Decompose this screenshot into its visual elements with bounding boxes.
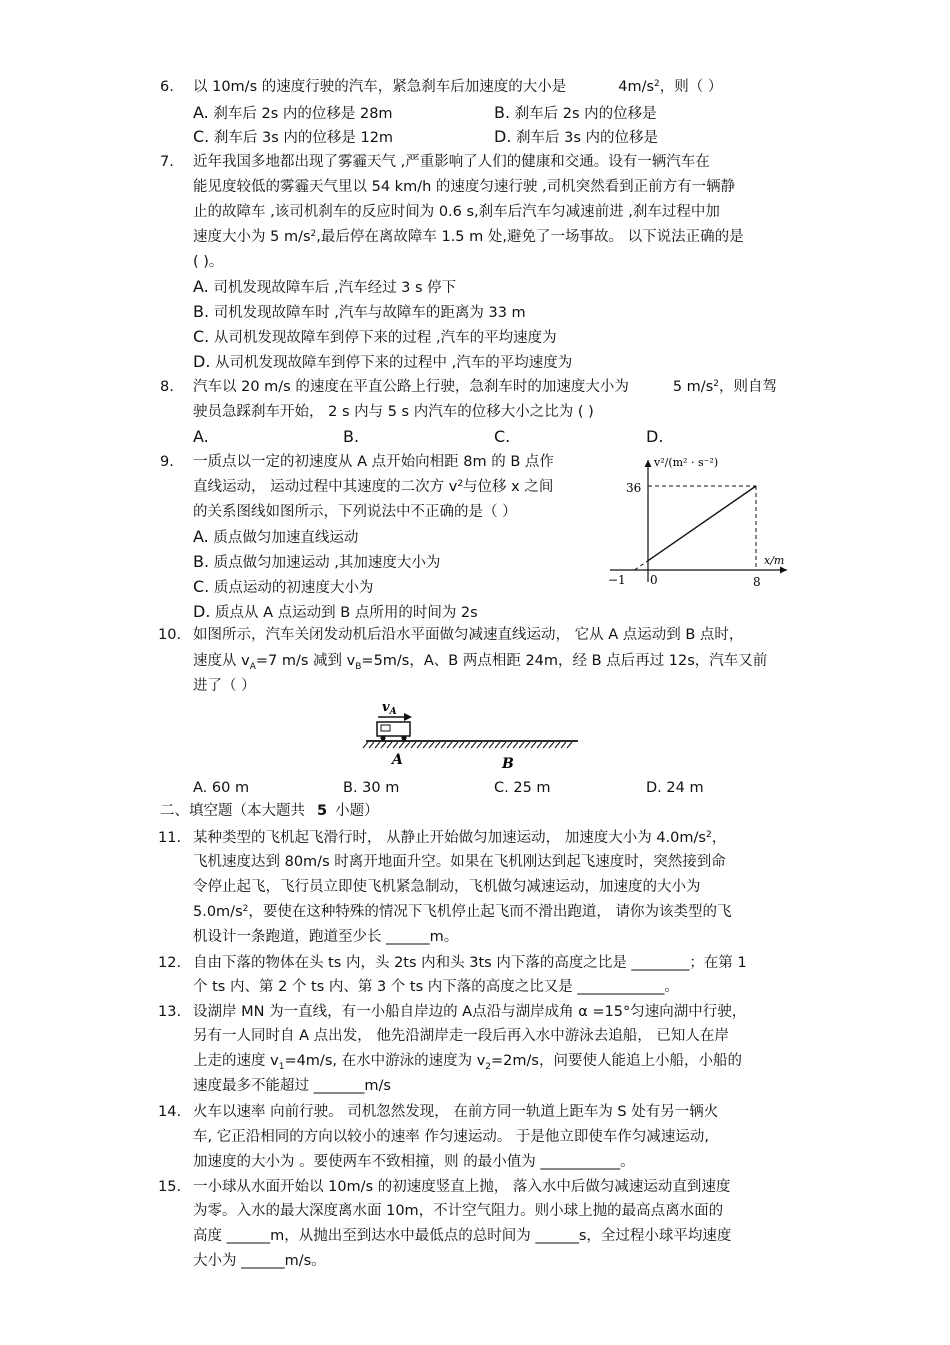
q15-number: 15. xyxy=(158,1179,182,1195)
q13-line2: 另有一人同时自 A 点出发， 他先沿湖岸走一段后再入水中游泳去追船， 已知人在岸 xyxy=(193,1028,729,1044)
q14-line2: 车, 它正沿相同的方向以较小的速率 作匀速运动。 于是他立即使车作匀减速运动, xyxy=(193,1129,710,1145)
q11-line1 xyxy=(193,828,726,848)
q7-option-a[interactable] xyxy=(193,277,456,298)
q7-option-b-text: 司机发现故障车时 ,汽车与故障车的距离为 33 m xyxy=(213,305,526,321)
q13-line3 xyxy=(193,1051,742,1077)
q9-v2-x-graph xyxy=(604,452,790,592)
q8-line1-a: 汽车以 20 m/s 的速度在平直公路上行驶，急刹车时的加速度大小为 xyxy=(193,379,629,395)
y-axis-label: v²/(m² · s⁻²) xyxy=(654,456,719,469)
q7-option-d-letter: D. xyxy=(193,352,211,371)
q9-line2-a: 直线运动， 运动过程中其速度的二次方 v xyxy=(193,479,458,495)
q13-line3-b: =4m/s, 在水中游泳的速度为 v xyxy=(284,1053,486,1069)
q9-option-a[interactable] xyxy=(193,527,358,548)
q10-option-a[interactable]: A. 60 m xyxy=(193,780,250,796)
q10-line2 xyxy=(193,651,767,677)
q8-line2: 驶员急踩刹车开始， 2 s 内与 5 s 内汽车的位移大小之比为 ( ) xyxy=(193,404,594,420)
q6-option-d-letter: D. xyxy=(494,127,512,146)
q15-line4: 大小为 ______m/s。 xyxy=(193,1253,326,1269)
x-tick-0: 0 xyxy=(650,573,658,587)
q9-sup: 2 xyxy=(457,479,464,489)
q7-option-b[interactable] xyxy=(193,302,526,323)
q13-sub-1: 1 xyxy=(278,1061,285,1072)
extrapolation-dash xyxy=(635,561,649,570)
hatch-mark xyxy=(489,742,494,748)
q8-option-d[interactable] xyxy=(646,427,663,448)
q10-line2-c: =5m/s，A、B 两点相距 24m，经 B 点后再过 12s，汽车又前 xyxy=(361,653,768,669)
hatch-mark xyxy=(387,742,392,748)
q8-option-c-letter: C. xyxy=(494,427,511,446)
hatch-mark xyxy=(543,742,548,748)
q9-line3: 的关系图线如图所示，下列说法中不正确的是（ ） xyxy=(193,504,517,520)
q9-option-c-text: 质点运动的初速度大小为 xyxy=(213,580,374,596)
q7-sup: 2 xyxy=(310,229,317,239)
q7-line3: 止的故障车 ,该司机刹车的反应时间为 0.6 s,刹车后汽车匀减速前进 ,刹车过程中加 xyxy=(193,204,720,220)
hatch-mark xyxy=(537,742,542,748)
hatch-mark xyxy=(471,742,476,748)
q6-option-b-text: 刹车后 2s 内的位移是 xyxy=(514,106,657,122)
q13-line1: 设湖岸 MN 为一直线，有一小船自岸边的 A点沿与湖岸成角 α =15°匀速向湖中行驶， xyxy=(193,1004,747,1020)
y-tick-36: 36 xyxy=(626,481,642,495)
q7-number: 7. xyxy=(160,154,174,170)
q11-line2: 飞机速度达到 80m/s 时离开地面升空。如果在飞机刚达到起飞速度时，突然接到命 xyxy=(193,854,726,870)
q7-line4 xyxy=(193,227,744,247)
x-axis-label: x/m xyxy=(764,554,785,567)
q10-line2-b: =7 m/s 减到 v xyxy=(255,653,356,669)
q7-option-a-text: 司机发现故障车后 ,汽车经过 3 s 停下 xyxy=(213,280,457,296)
q8-option-d-letter: D. xyxy=(646,427,664,446)
q11-line4-a: 5.0m/s xyxy=(193,904,243,920)
q7-line2: 能见度较低的雾霾天气里以 54 km/h 的速度匀速行驶 ,司机突然看到正前方有一辆静 xyxy=(193,179,736,195)
point-a-label: A xyxy=(392,752,403,768)
q12-line1: 自由下落的物体在头 ts 内，头 2ts 内和头 3ts 内下落的高度之比是 ________；在第 1 xyxy=(193,955,747,971)
hatch-mark xyxy=(519,742,524,748)
point-b-label: B xyxy=(502,756,514,772)
q8-sup: 2 xyxy=(713,379,719,389)
hatch-mark xyxy=(513,742,518,748)
q14-number: 14. xyxy=(158,1104,182,1120)
q9-option-c-letter: C. xyxy=(193,577,210,596)
hatch-mark xyxy=(531,742,536,748)
q6-option-c[interactable] xyxy=(193,127,393,148)
q7-option-c-letter: C. xyxy=(193,327,210,346)
q7-line4-b: ,最后停在离故障车 1.5 m 处,避免了一场事故。 以下说法正确的是 xyxy=(316,229,744,245)
q6-option-a[interactable] xyxy=(193,103,393,124)
hatch-mark xyxy=(411,742,416,748)
q11-line4-b: ，要使在这种特殊的情况下飞机停止起飞而不滑出跑道， 请你为该类型的飞 xyxy=(248,904,732,920)
hatch-mark xyxy=(417,742,422,748)
q7-line1: 近年我国多地都出现了雾霾天气 ,严重影响了人们的健康和交通。设有一辆汽车在 xyxy=(193,154,710,170)
hatch-mark xyxy=(477,742,482,748)
hatch-mark xyxy=(381,742,386,748)
q15-line3: 高度 ______m，从抛出至到达水中最低点的总时间为 ______s，全过程小球平均速度 xyxy=(193,1228,732,1244)
hatch-mark xyxy=(459,742,464,748)
q9-option-a-letter: A. xyxy=(193,527,209,546)
q9-option-c[interactable] xyxy=(193,577,373,598)
hatch-mark xyxy=(369,742,374,748)
q15-line2: 为零。入水的最大深度离水面 10m，不计空气阻力。则小球上抛的最高点离水面的 xyxy=(193,1203,724,1219)
q11-line1-b: ， xyxy=(711,830,727,846)
hatch-mark xyxy=(501,742,506,748)
q6-option-b-letter: B. xyxy=(494,103,511,122)
q10-sub-a: A xyxy=(249,661,256,672)
q12-number: 12. xyxy=(158,955,182,971)
q6-stem-b: 4m/s xyxy=(618,79,655,95)
hatch-mark xyxy=(441,742,446,748)
q6-stem-c: ，则（ ） xyxy=(659,79,723,95)
q6-option-a-letter: A. xyxy=(193,103,209,122)
q10-sub-b: B xyxy=(355,661,362,672)
q9-option-d-letter: D. xyxy=(193,602,211,621)
q14-line3: 加速度的大小为 。要使两车不致相撞，则 的最小值为 ___________。 xyxy=(193,1154,635,1170)
q6-stem xyxy=(193,77,722,97)
q11-sup-a: 2 xyxy=(705,830,712,840)
q9-option-d-text: 质点从 A 点运动到 B 点所用的时间为 2s xyxy=(215,605,478,621)
q7-option-d-text: 从司机发现故障车到停下来的过程中 ,汽车的平均速度为 xyxy=(215,355,573,371)
v2-x-line xyxy=(648,486,756,561)
hatch-mark xyxy=(435,742,440,748)
q11-line1-a: 某种类型的飞机起飞滑行时， 从静止开始做匀加速运动， 加速度大小为 4.0m/s xyxy=(193,830,706,846)
q9-option-a-text: 质点做匀加速直线运动 xyxy=(213,530,359,546)
q6-sup: 2 xyxy=(654,79,660,89)
q9-option-b-text: 质点做匀加速运动 ,其加速度大小为 xyxy=(213,555,441,571)
q7-option-b-letter: B. xyxy=(193,302,210,321)
q9-line2-b: 与位移 x 之间 xyxy=(463,479,554,495)
q9-number: 9. xyxy=(160,454,174,470)
hatch-mark xyxy=(453,742,458,748)
q11-line4 xyxy=(193,902,731,922)
q8-option-b-letter: B. xyxy=(343,427,360,446)
car-icon xyxy=(377,722,410,741)
hatch-mark xyxy=(399,742,404,748)
hatch-mark xyxy=(567,742,572,748)
q9-line2 xyxy=(193,477,553,497)
hatch-mark xyxy=(405,742,410,748)
q10-car-figure xyxy=(360,695,580,775)
q11-line5: 机设计一条跑道，跑道至少长 ______m。 xyxy=(193,929,459,945)
q14-line1: 火车以速率 向前行驶。 司机忽然发现， 在前方同一轨道上距车为 S 处有另一辆火 xyxy=(193,1104,719,1120)
ground-hatch xyxy=(363,742,572,748)
q6-stem-a: 以 10m/s 的速度行驶的汽车，紧急刹车后加速度的大小是 xyxy=(193,79,567,95)
q10-number: 10. xyxy=(158,627,182,643)
hatch-mark xyxy=(447,742,452,748)
hatch-mark xyxy=(375,742,380,748)
q7-option-c-text: 从司机发现故障车到停下来的过程 ,汽车的平均速度为 xyxy=(213,330,557,346)
q13-line3-a: 上走的速度 v xyxy=(193,1053,279,1069)
q6-option-b[interactable] xyxy=(494,103,657,124)
q9-option-b-letter: B. xyxy=(193,552,210,571)
q6-option-d-text: 刹车后 3s 内的位移是 xyxy=(516,130,659,146)
q10-line3: 进了（ ） xyxy=(193,678,256,694)
velocity-label: $v_A$ xyxy=(382,700,397,717)
q7-option-d[interactable] xyxy=(193,352,572,373)
q6-number: 6. xyxy=(160,79,174,95)
q10-line1: 如图所示，汽车关闭发动机后沿水平面做匀减速直线运动， 它从 A 点运动到 B 点时， xyxy=(193,627,744,643)
hatch-mark xyxy=(393,742,398,748)
q8-number: 8. xyxy=(160,379,174,395)
q11-sup-b: 2 xyxy=(242,904,249,914)
hatch-mark xyxy=(549,742,554,748)
q9-option-d[interactable] xyxy=(193,602,478,623)
q8-option-a[interactable] xyxy=(193,427,209,448)
q7-line4-a: 速度大小为 5 m/s xyxy=(193,229,311,245)
q10-line2-a: 速度从 v xyxy=(193,653,250,669)
q8-option-a-letter: A. xyxy=(193,427,209,446)
hatch-mark xyxy=(525,742,530,748)
q11-number: 11. xyxy=(158,830,182,846)
x-tick-8: 8 xyxy=(753,575,761,589)
x-tick-neg1: −1 xyxy=(608,573,626,587)
q9-line1: 一质点以一定的初速度从 A 点开始向相距 8m 的 B 点作 xyxy=(193,454,554,470)
hatch-mark xyxy=(423,742,428,748)
hatch-mark xyxy=(555,742,560,748)
velocity-arrowhead-icon xyxy=(404,713,412,721)
q8-line1 xyxy=(193,377,777,397)
q10-option-c[interactable]: C. 25 m xyxy=(494,780,551,796)
hatch-mark xyxy=(429,742,434,748)
q13-sub-2: 2 xyxy=(485,1061,492,1072)
q12-line2: 个 ts 内、第 2 个 ts 内、第 3 个 ts 内下落的高度之比又是 ____________。 xyxy=(193,979,679,995)
q6-option-c-letter: C. xyxy=(193,127,210,146)
hatch-mark xyxy=(507,742,512,748)
hatch-mark xyxy=(561,742,566,748)
q13-number: 13. xyxy=(158,1004,182,1020)
q8-line1-c: ，则自驾 xyxy=(718,379,777,395)
hatch-mark xyxy=(363,742,368,748)
q7-option-a-letter: A. xyxy=(193,277,209,296)
q13-line4: 速度最多不能超过 _______m/s xyxy=(193,1078,391,1094)
q11-line3: 令停止起飞，飞行员立即使飞机紧急制动，飞机做匀减速运动，加速度的大小为 xyxy=(193,879,701,895)
q9-option-b[interactable] xyxy=(193,552,440,573)
hatch-mark xyxy=(483,742,488,748)
hatch-mark xyxy=(465,742,470,748)
q7-line5: ( )。 xyxy=(193,254,224,270)
section2-title-b: 小题） xyxy=(335,803,379,819)
q8-option-c[interactable] xyxy=(494,427,510,448)
q13-line3-c: =2m/s，问要使人能追上小船，小船的 xyxy=(491,1053,742,1069)
q6-option-a-text: 刹车后 2s 内的位移是 28m xyxy=(213,106,393,122)
section2-title xyxy=(160,801,379,821)
q8-option-b[interactable] xyxy=(343,427,359,448)
q10-option-b[interactable]: B. 30 m xyxy=(343,780,400,796)
hatch-mark xyxy=(495,742,500,748)
q10-option-d[interactable]: D. 24 m xyxy=(646,780,704,796)
section2-count: 5 xyxy=(317,803,328,819)
q15-line1: 一小球从水面开始以 10m/s 的初速度竖直上抛， 落入水中后做匀减速运动直到速度 xyxy=(193,1179,731,1195)
q7-option-c[interactable] xyxy=(193,327,557,348)
q8-line1-b: 5 m/s xyxy=(672,379,714,395)
q6-option-d[interactable] xyxy=(494,127,658,148)
q6-option-c-text: 刹车后 3s 内的位移是 12m xyxy=(213,130,394,146)
section2-title-a: 二、填空题（本大题共 xyxy=(160,803,305,819)
